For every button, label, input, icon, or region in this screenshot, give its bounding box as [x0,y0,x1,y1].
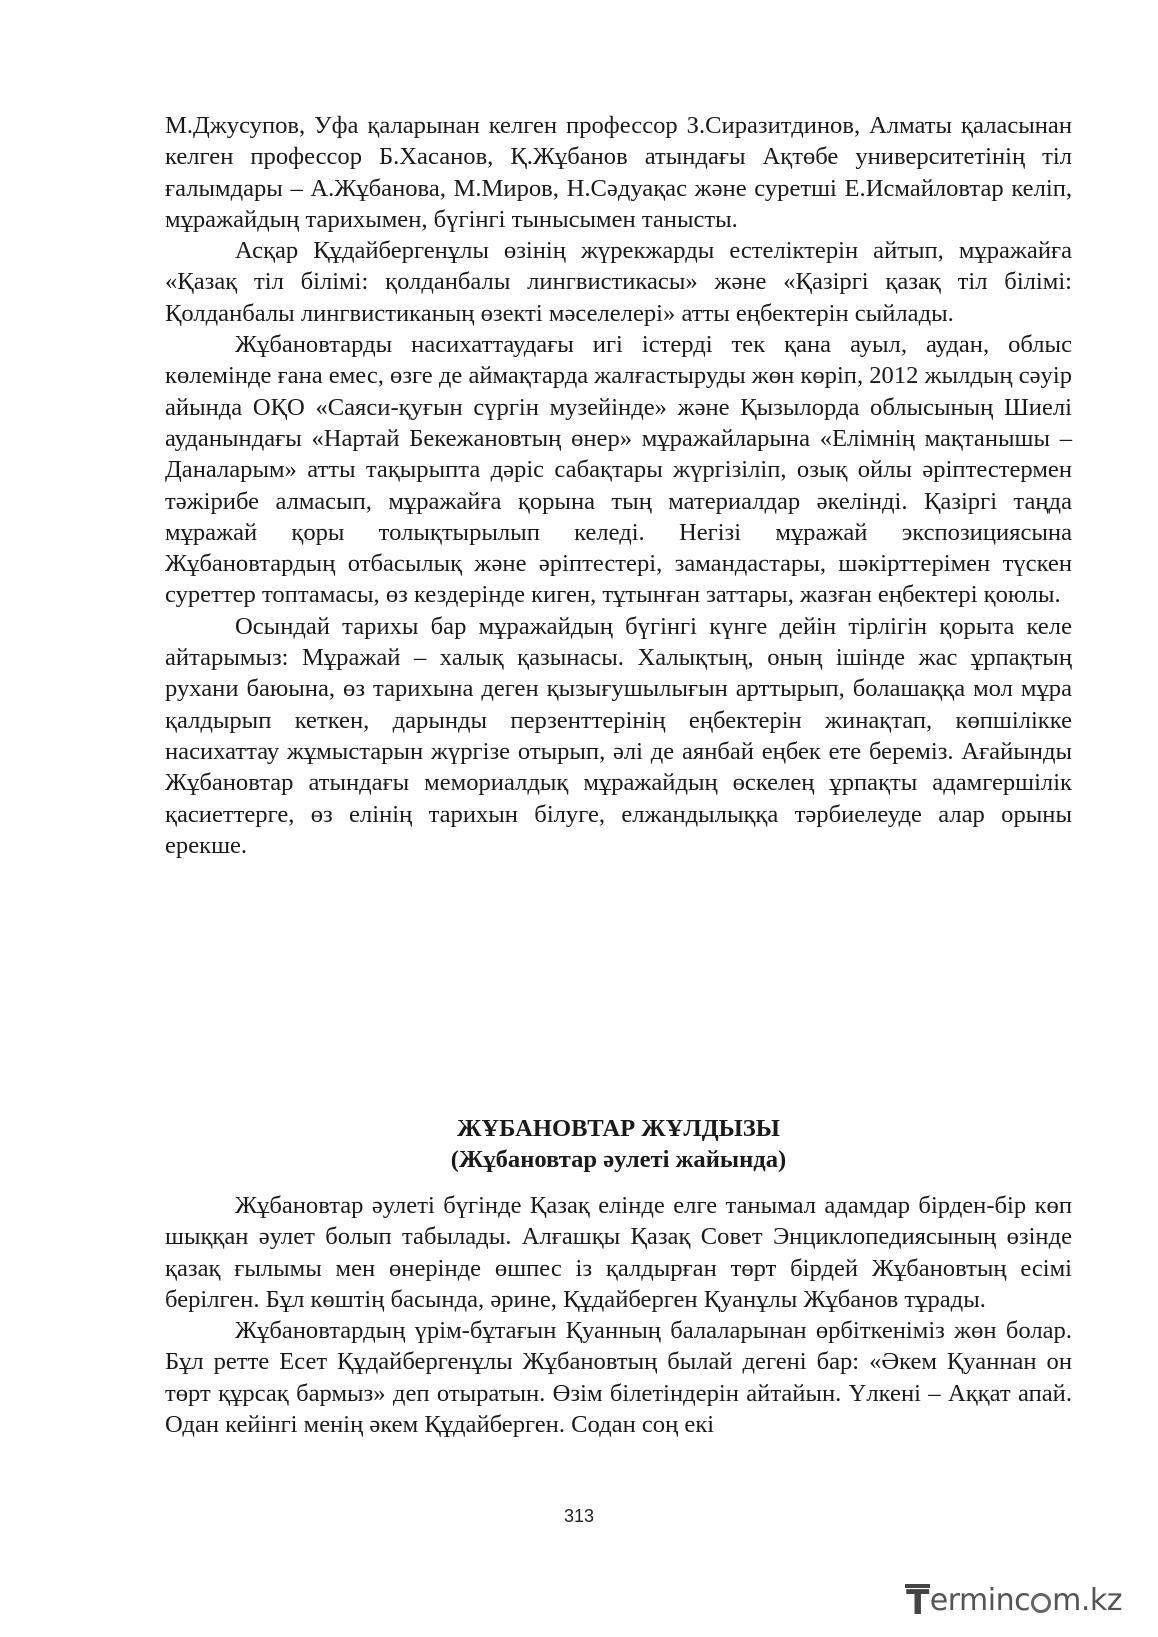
watermark-text: erminc [929,1583,1031,1618]
section-body [165,1190,1072,1440]
paragraph: М.Джусупов, Уфа қаларынан келген профессор З.Сиразитдинов, Алматы қаласынан келген профессор Б.Хасанов, Қ.Жұбанов атындағы Ақтөбе университетінің тіл ғалымдары – А.Жұбанова, М.Миров, Н.Сәдуақас және суретші Е.Исмайловтар келіп, мұражайдың тарихымен, бүгінгі тынысымен танысты. [165,112,1072,233]
paragraph: Жұбановтарды насихаттаудағы игі істерді тек қана ауыл, аудан, облыс көлемінде ғана емес, өзге де аймақтарда жалғастыруды жөн көріп, 2012 жылдың сәуір айында ОҚО «Саяси-қуғын сүргін музейінде» және Қызылорда облысының Шиелі ауданындағы «Нартай Бекежановтың өнер» мұражайларына «Елімнің мақтанышы – Даналарым» атты тақырыпта дәріс сабақтары жүргізіліп, озық ойлы әріптестермен тәжірибе алмасып, мұражайға қорына тың материалдар әкелінді. Қазіргі таңда мұражай қоры толықтырылып келеді. Негізі мұражай экспозициясына Жұбановтардың отбасылық және әріптестері, замандастары, шәкірттерімен түскен суреттер топтамасы, өз кездерінде киген, тұтынған заттары, жазған еңбектері қоюлы. [165,331,1072,609]
section-subtitle: (Жұбановтар әулеті жайында) [450,1146,787,1173]
watermark-logo [905,1582,1122,1623]
watermark-letter: T [906,1582,929,1623]
circle-icon [1031,1593,1051,1613]
watermark-domain: m.kz [1052,1583,1122,1618]
paragraph: Жұбановтар әулеті бүгінде Қазақ елінде елге танымал адамдар бірден-бір көп шыққан әулет болып табылады. Алғашқы Қазақ Совет Энциклопедиясының өзінде қазақ ғылымы мен өнерінде өшпес із қалдырған төрт бірдей Жұбановтың есімі берілген. Бұл көштің басында, әрине, Құдайберген Қуанұлы Жұбанов тұрады. [165,1192,1072,1313]
paragraph: Асқар Құдайбергенұлы өзінің жүрекжарды естеліктерін айтып, мұражайға «Қазақ тіл білімі: қолданбалы лингвистикасы» және «Қазіргі қазақ тіл білімі: Қолданбалы лингвистиканың өзекті мәселелері» атты еңбектерін сыйлады. [165,237,1072,327]
section-title: ЖҰБАНОВТАР ЖҰЛДЫЗЫ [457,1115,780,1142]
document-body [165,110,1072,861]
section-heading [165,1113,1072,1175]
paragraph: Осындай тарихы бар мұражайдың бүгінгі күнге дейін тірлігін қорыта келе айтарымыз: Мұражай – халық қазынасы. Халықтың, оның ішінде жас ұрпақтың рухани баюына, өз тарихына деген қызығушылығын арттырып, болашаққа мол мұра қалдырып кеткен, дарынды перзенттерінің еңбектерін жинақтап, көпшілікке насихаттау жұмыстарын жүргізе отырып, әлі де аянбай еңбек ете береміз. Ағайынды Жұбановтар атындағы мемориалдық мұражайдың өскелең ұрпақты адамгершілік қасиеттерге, өз елінің тарихын білуге, елжандылыққа тәрбиелеуде алар орыны ерекше. [165,612,1072,859]
page-number: 313 [563,1506,595,1526]
paragraph: Жұбановтардың үрім-бұтағын Қуанның балаларынан өрбіткеніміз жөн болар. Бұл ретте Есет Құдайбергенұлы Жұбановтың былай дегені бар: «Әкем Қуаннан он төрт құрсақ бармыз» деп отыратын. Өзім білетіндерін айтайын. Үлкені – Аққат апай. Одан кейінгі менің әкем Құдайберген. Содан соң екі [165,1317,1072,1439]
